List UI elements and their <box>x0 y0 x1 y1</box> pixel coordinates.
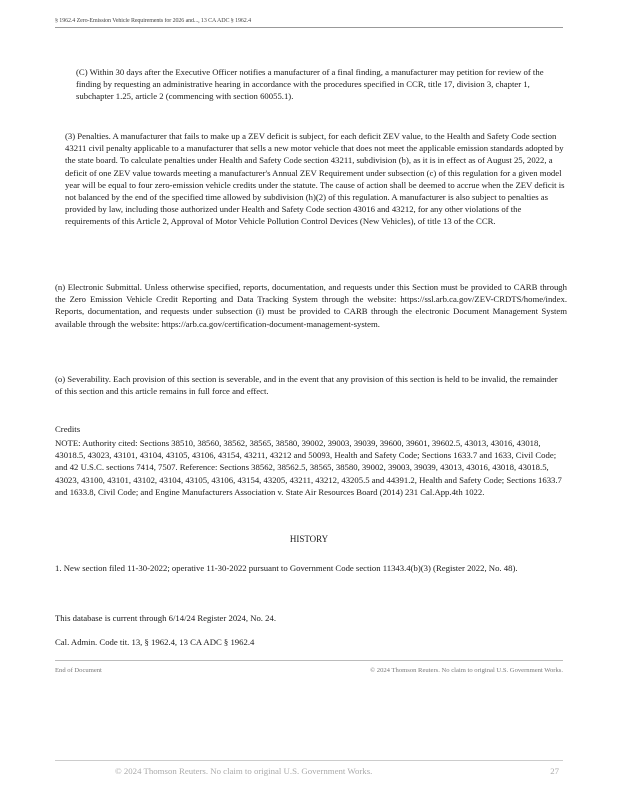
footer-copyright: © 2024 Thomson Reuters. No claim to original U.S. Government Works. <box>115 766 373 776</box>
paragraph-electronic-submittal: (n) Electronic Submittal. Unless otherwise specified, reports, documentation, and requests under this Section must be provided to CARB through the Zero Emission Vehicle Credit Reporting and Data Tracking System through the website: https://ssl.arb.ca.gov/ZEV-CRDTS/home/index. Reports, documentation, and requests under subsection (i) must be provided to CARB through the electronic Document Management System available through the website: https://arb.ca.gov/certification-document-management-system. <box>55 282 567 329</box>
citation: Cal. Admin. Code tit. 13, § 1962.4, 13 CA ADC § 1962.4 <box>55 637 255 647</box>
history-heading: HISTORY <box>289 534 329 544</box>
end-of-document-label: End of Document <box>55 667 102 674</box>
database-currency: This database is current through 6/14/24 Register 2024, No. 24. <box>55 613 277 623</box>
paragraph-c: (C) Within 30 days after the Executive Officer notifies a manufacturer of a final finding, a manufacturer may petition for review of the finding by requesting an administrative hearing in accordance with the procedures specified in CCR, title 17, division 3, chapter 1, subchapter 1.25, article 2 (commencing with section 60055.1). <box>76 67 544 102</box>
page-footer <box>55 760 563 776</box>
page-number: 27 <box>550 766 559 776</box>
end-bar-copyright: © 2024 Thomson Reuters. No claim to original U.S. Government Works. <box>370 667 563 674</box>
credits-heading: Credits <box>55 424 81 434</box>
paragraph-penalties: (3) Penalties. A manufacturer that fails to make up a ZEV deficit is subject, for each deficit ZEV value, to the Health and Safety Code section 43211 civil penalty applicable to a manufacturer that sells a new motor vehicle that does not meet the applicable emission standards adopted by the state board. To calculate penalties under Health and Safety Code section 43211, subdivision (b), as it is in effect as of August 25, 2022, a deficit of one ZEV value towards meeting a manufacturer's Annual ZEV Requirement under subsection (c) of this regulation for a given model year will be equal to four zero-emission vehicle credits under the statute. The cause of action shall be deemed to accrue when the ZEV deficit is not balanced by the end of the specified time allowed by subdivision (h)(2) of this regulation. A manufacturer is also subject to penalties as provided by law, including those authorized under Health and Safety Code section 43016 and 43212, for any other violations of the requirements of this Article 2, Approval of Motor Vehicle Pollution Control Devices (New Vehicles), of title 13 of the CCR. <box>65 131 565 227</box>
credits-note: NOTE: Authority cited: Sections 38510, 38560, 38562, 38565, 38580, 39002, 39003, 39039, 39600, 39601, 39602.5, 43013, 43016, 43018, 43018.5, 43023, 43101, 43104, 43105, 43106, 43154, 43211, 43212 and 50093, Health and Safety Code; Sections 1633.7 and 1633, Civil Code; and 42 U.S.C. sections 7414, 7507. Reference: Sections 38562, 38562.5, 38565, 38580, 39002, 39003, 39039, 43013, 43016, 43018, 43018.5, 43023, 43100, 43101, 43102, 43104, 43105, 43106, 43154, 43205, 43211, 43212, 43205.5 and 44391.2, Health and Safety Code; Sections 1633.7 and 1633.8, Civil Code; and Engine Manufacturers Association v. State Air Resources Board (2014) 231 Cal.App.4th 1022. <box>55 438 562 497</box>
paragraph-severability: (o) Severability. Each provision of this section is severable, and in the event that any provision of this section is held to be invalid, the remainder of this section and this article remains in full force and effect. <box>55 374 558 397</box>
end-of-document-bar <box>55 660 563 674</box>
history-item: 1. New section filed 11-30-2022; operative 11-30-2022 pursuant to Government Code section 11343.4(b)(3) (Register 2022, No. 48). <box>55 563 518 573</box>
running-header: § 1962.4 Zero-Emission Vehicle Requirements for 2026 and..., 13 CA ADC § 1962.4 <box>55 18 563 28</box>
